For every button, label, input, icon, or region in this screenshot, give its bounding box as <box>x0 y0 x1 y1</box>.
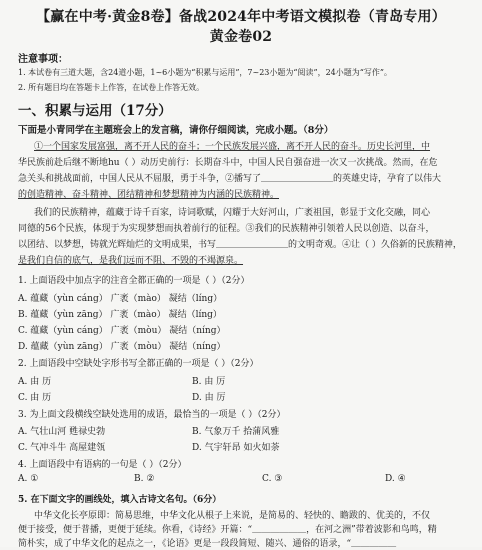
question-4-option-c: C. ③ <box>262 474 283 484</box>
question-4-option-b: B. ② <box>134 474 155 484</box>
question-3-stem: 3. 为上面文段横线空缺处选用的成语，最恰当的一项是（ ）（2分） <box>18 410 286 420</box>
question-3-option-c: C. 气冲斗牛 高屋建瓴 <box>18 443 106 453</box>
passage-line-7: 以团结、以梦想，铸就光辉灿烂的文明成果，书写＿＿＿＿＿＿＿＿的文明奇观。④让（ ）久俗新的民族精神， <box>18 240 462 250</box>
question-5-line-1: 中华文化长亭原即：简易思维，中华文化从根子上来说，是简易的、轻快的、瞻跋的、优美的，不仅 <box>34 511 431 521</box>
passage-line-5: 我们的民族精神，蕴藏于诗千百家，诗词歌赋，闪耀于大好河山，广袤祖国，彰显于文化交融，同心 <box>34 208 431 218</box>
question-4-option-d: D. ④ <box>385 474 406 484</box>
question-4-stem: 4. 上面语段中有语病的一句是（ ）（2分） <box>18 460 187 470</box>
passage-line-4: 的创造精神、奋斗精神、团结精神和梦想精神为内涵的民族精神。 <box>18 190 280 200</box>
question-4-option-a: A. ① <box>18 474 39 484</box>
note-item-1: 1. 本试卷有三道大题，含24道小题，1~6小题为“积累与运用”，7~23小题为“阅读”，24小题为“写作”。 <box>18 68 392 77</box>
note-item-2: 2. 所有题目均在答题卡上作答，在试卷上作答无效。 <box>18 83 205 92</box>
section-heading: 一、积累与运用（17分） <box>18 103 172 119</box>
question-3-option-a: A. 气壮山河 甦禄史勃 <box>18 427 106 437</box>
question-2-stem: 2. 上面语段中空缺处字形书写全都正确的一项是（ ）（2分） <box>18 359 259 369</box>
question-2-option-b: B. 由 厉 <box>192 377 226 387</box>
question-5-stem: 5. 在下面文字的画线处，填入古诗文名句。（6分） <box>18 495 222 505</box>
question-1-option-a: A. 蕴藏（yùn cáng） 广袤（mào） 凝结（líng） <box>18 294 223 304</box>
passage-line-6: 同德的56个民族，体现于为实现梦想而执着前行的征程。③我们的民族精神引领着人民以创造、以奋斗， <box>18 224 435 234</box>
question-5-line-3: 简朴实，成了中华文化的起点之一，《论语》更是一段段简短、随兴、通俗的语录，“＿＿＿＿＿ <box>18 539 397 549</box>
question-5-line-2: 便于接受，便于普播，更便于延续。你看，《诗经》开篇：“＿＿＿＿＿＿，在河之洲”带着波影和鸟鸣，精 <box>18 525 437 535</box>
notes-heading: 注意事项： <box>18 54 68 65</box>
question-1-option-b: B. 蕴藏（yùn zāng） 广袤（mào） 凝结（líng） <box>18 310 222 320</box>
section-intro: 下面是小青同学在主题班会上的发言稿，请你仔细阅读，完成小题。（8分） <box>18 125 334 136</box>
question-3-option-b: B. 气象万千 拾蒲风雅 <box>192 427 280 437</box>
question-2-option-d: D. 由 厉 <box>192 393 226 403</box>
question-1-stem: 1. 上面语段中加点字的注音全都正确的一项是（ ）（2分） <box>18 276 250 286</box>
passage-line-1: ①一个国家发展富强，离不开人民的奋斗；一个民族发展兴盛，离不开人民的奋斗。历史长河里，中 <box>34 142 431 152</box>
question-3-option-d: D. 气宇轩昂 如火如荼 <box>192 443 280 453</box>
question-2-option-a: A. 由 历 <box>18 377 52 387</box>
passage-line-3: 急关头和挑战面前，中国人民从不屈服，勇于斗争，②播写了＿＿＿＿＿＿＿＿的英雄史诗，孕育了以伟大 <box>18 174 442 184</box>
question-1-option-d: D. 蕴藏（yùn zāng） 广袤（mòu） 凝结（níng） <box>18 342 226 352</box>
passage-line-2: 华民族前赴后继不断地hu（ ）动历史前行：长期奋斗中，中国人民自强奋进一次又一次挑战。然而，在危 <box>18 158 438 168</box>
document-subtitle: 黄金卷02 <box>209 29 273 45</box>
passage-line-8: 是我们自信的底气，是我们远而不阻、不毁的不竭源泉。 <box>18 256 244 266</box>
document-title: 【赢在中考·黄金8卷】备战2024年中考语文模拟卷（青岛专用） <box>36 9 446 25</box>
question-1-option-c: C. 蕴藏（yùn cáng） 广袤（mòu） 凝结（níng） <box>18 326 226 336</box>
question-2-option-c: C. 由 历 <box>18 393 52 403</box>
